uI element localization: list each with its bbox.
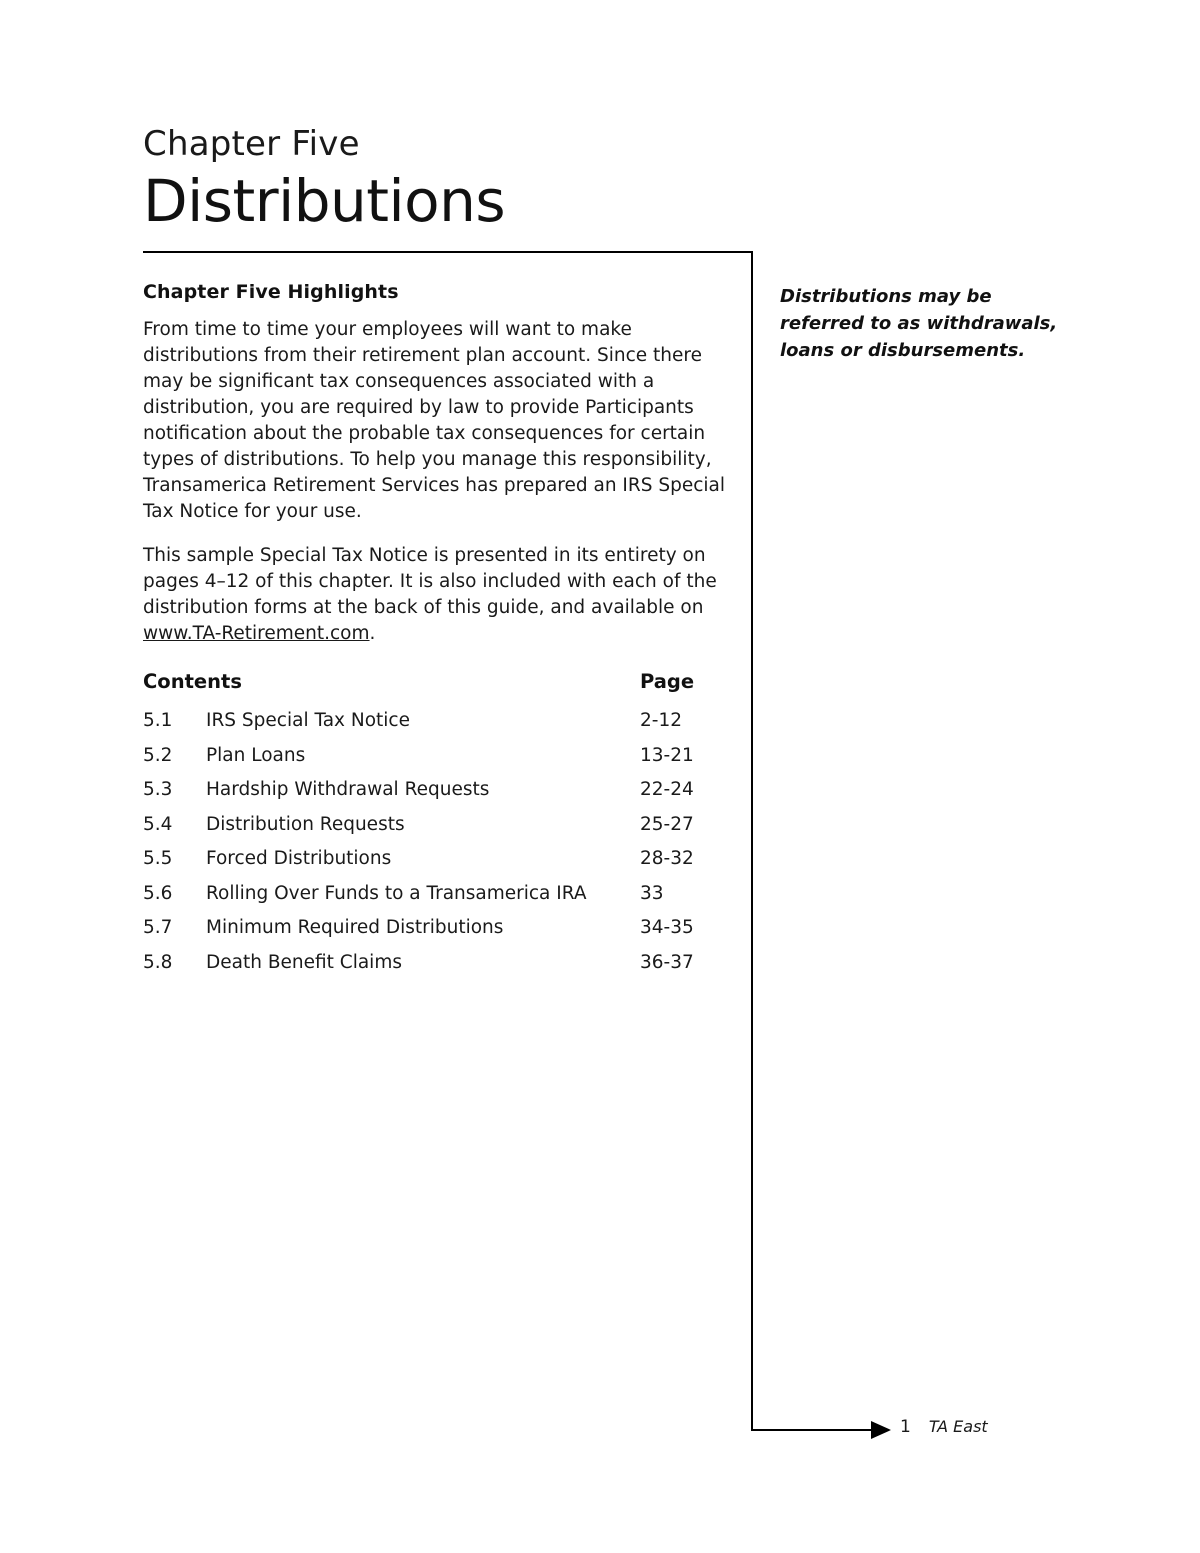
toc-number: 5.8: [143, 951, 173, 973]
contents-table-header: [143, 670, 728, 693]
highlights-paragraph-2: [143, 543, 728, 647]
toc-pages: 2-12: [640, 710, 682, 731]
sidenote-callout: Distributions may be referred to as withdrawals, loans or disbursements.: [780, 286, 1058, 361]
toc-label: Distribution Requests: [206, 813, 405, 835]
toc-pages: 25-27: [640, 813, 694, 835]
ta-retirement-link[interactable]: www.TA-Retirement.com: [143, 623, 370, 644]
highlights-heading: Chapter Five Highlights: [143, 281, 399, 303]
table-row[interactable]: [143, 739, 728, 774]
page-footer: [900, 1417, 988, 1437]
toc-number: 5.2: [143, 744, 173, 766]
toc-label: Death Benefit Claims: [206, 951, 402, 973]
vertical-rule: [751, 251, 753, 1431]
highlights-paragraph-1: From time to time your employees will want to make distributions from their retirement plan account. Since there may be significant tax consequences associated with a distribution, you are required by law to provide Participants notification about the probable tax consequences for certain types of distributions. To help you manage this responsibility, Transamerica Retirement Services has prepared an IRS Special Tax Notice for your use.: [143, 319, 726, 522]
toc-pages: 13-21: [640, 744, 694, 766]
contents-column-header: Contents: [143, 670, 242, 693]
page-number: 1: [900, 1417, 911, 1437]
toc-label: Hardship Withdrawal Requests: [206, 779, 490, 800]
horizontal-rule-bottom: [751, 1429, 876, 1431]
toc-pages: 34-35: [640, 917, 694, 938]
table-row[interactable]: [143, 842, 728, 877]
toc-label: Minimum Required Distributions: [206, 917, 504, 938]
toc-number: 5.3: [143, 779, 173, 800]
toc-pages: 28-32: [640, 848, 694, 869]
toc-label: Plan Loans: [206, 744, 306, 766]
toc-pages: 22-24: [640, 779, 694, 800]
toc-number: 5.6: [143, 882, 173, 904]
horizontal-rule-top: [143, 251, 753, 253]
main-content-column: [143, 281, 728, 665]
toc-label: IRS Special Tax Notice: [206, 710, 410, 731]
page-title: Distributions: [143, 167, 506, 235]
paragraph-2-text-after-link: .: [369, 623, 376, 644]
toc-number: 5.1: [143, 710, 173, 731]
arrow-icon: [871, 1421, 891, 1439]
table-row[interactable]: [143, 704, 728, 739]
page-column-header: Page: [640, 670, 695, 693]
toc-number: 5.7: [143, 917, 173, 938]
toc-label: Forced Distributions: [206, 848, 392, 869]
toc-pages: 36-37: [640, 951, 694, 973]
table-row[interactable]: [143, 808, 728, 843]
table-row[interactable]: [143, 946, 728, 981]
toc-label: Rolling Over Funds to a Transamerica IRA: [206, 882, 587, 904]
table-row[interactable]: [143, 773, 728, 808]
table-row[interactable]: [143, 877, 728, 912]
chapter-label: Chapter Five: [143, 124, 360, 164]
footer-brand: TA East: [928, 1417, 988, 1436]
paragraph-2-text-before-link: This sample Special Tax Notice is presented in its entirety on pages 4–12 of this chapter. It is also included with each of the distribution forms at the back of this guide, and available on: [143, 545, 717, 618]
toc-number: 5.4: [143, 813, 173, 835]
toc-number: 5.5: [143, 848, 173, 869]
toc-pages: 33: [640, 882, 664, 904]
contents-table: [143, 670, 728, 980]
table-row[interactable]: [143, 911, 728, 946]
